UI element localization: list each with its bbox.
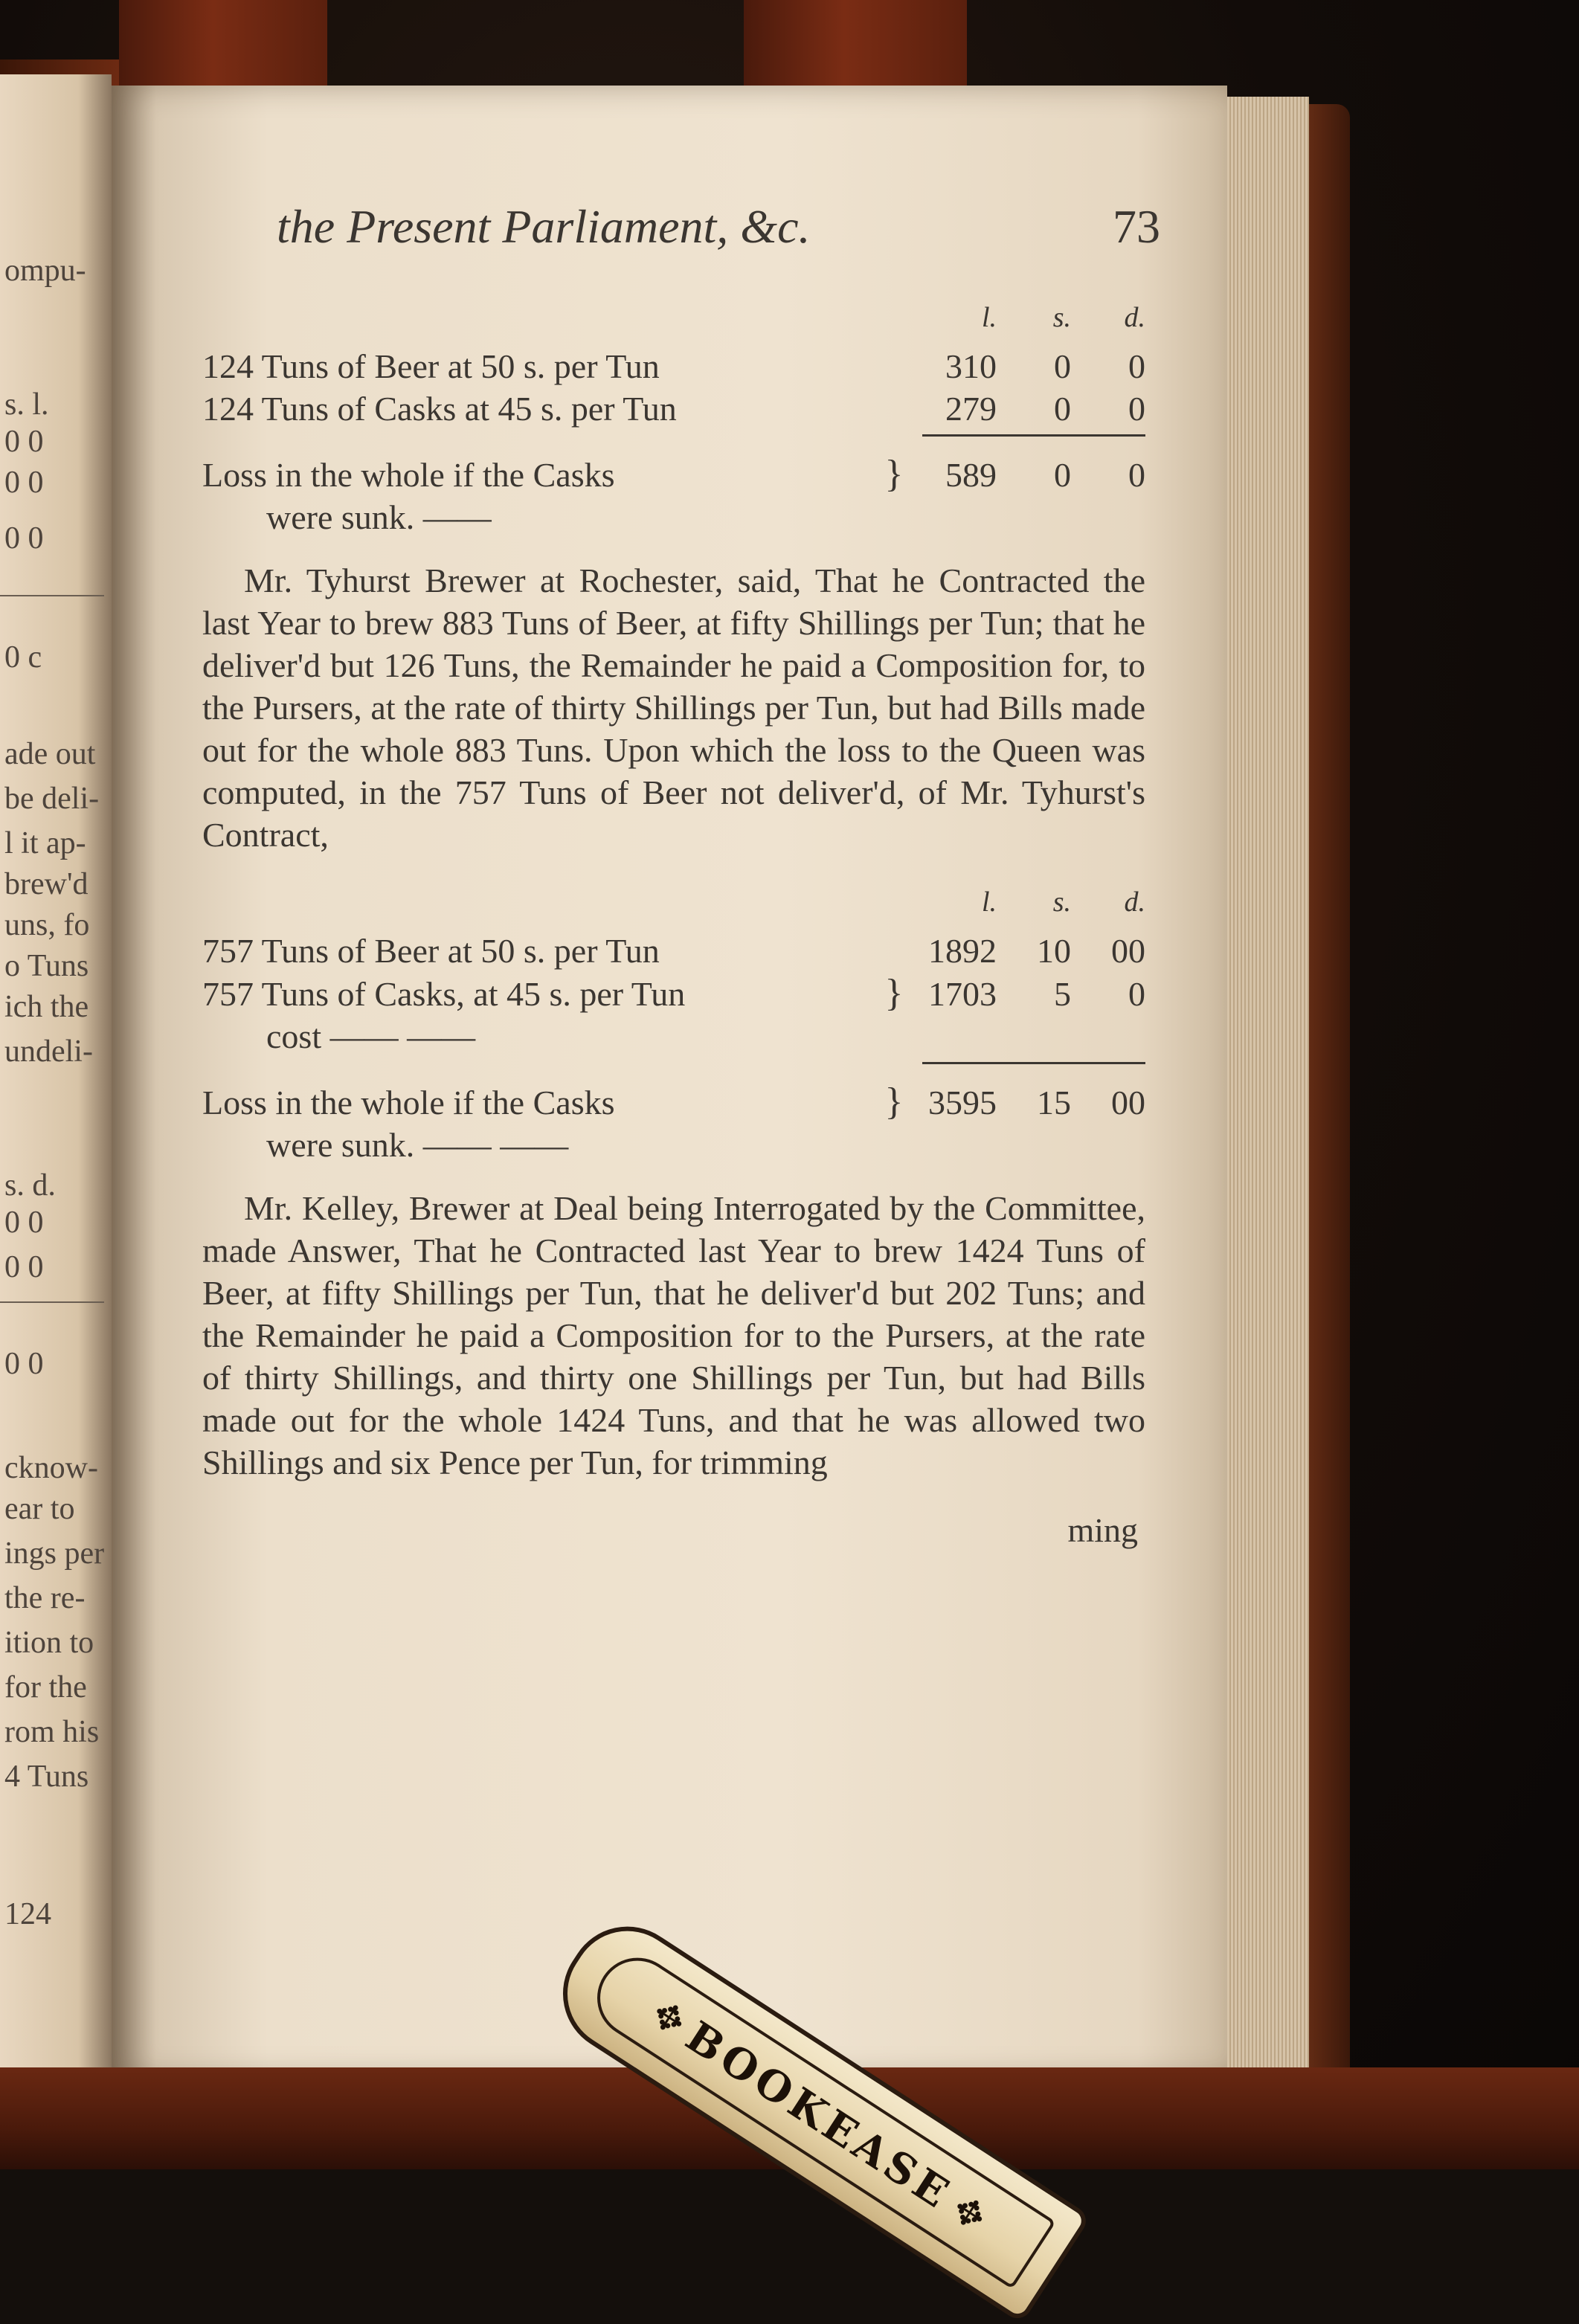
- account-row: [202, 972, 1145, 1058]
- bookmark-label: BOOKEASE: [677, 2012, 961, 2220]
- account-total-pounds: 589: [945, 456, 997, 494]
- account-row: [202, 930, 1145, 972]
- account-total-row: [202, 1081, 1145, 1166]
- left-page-fragment: undeli-: [4, 1034, 93, 1069]
- ornament-icon: ✥: [643, 1992, 694, 2045]
- account-row-desc: 124 Tuns of Casks at 45 s. per Tun: [202, 390, 677, 428]
- account-row-pounds: 279: [945, 390, 997, 428]
- left-page-fragment: 0 0: [4, 521, 44, 556]
- left-page-fragment: for the: [4, 1670, 87, 1705]
- account-total-desc-line2: were sunk. —— ——: [266, 1126, 569, 1164]
- left-page-fragment: 0 0: [4, 1250, 44, 1284]
- account-row-pounds: 1892: [928, 932, 997, 970]
- left-page-fragment: brew'd: [4, 867, 89, 901]
- left-page-fragment: 0 0: [4, 466, 44, 500]
- account-row-shillings: 0: [1054, 347, 1071, 385]
- left-page-fragment: ear to: [4, 1492, 75, 1526]
- account-row: [202, 387, 1145, 430]
- left-page-fragment: 0 0: [4, 425, 44, 459]
- account-row-pence: 0: [1128, 390, 1145, 428]
- paragraph-kelley: Mr. Kelley, Brewer at Deal being Interrogated by the Committee, made Answer, That he Contracted last Year to brew 1424 Tuns of Beer, at fifty Shillings per Tun, that he deliver'd but 202 Tuns; and the Remainder he paid a Composition for to the Pursers, at the rate of thirty Shillings, and thirty one Shillings per Tun, but had Bills made out for the whole 1424 Tuns, and that he was allowed two Shillings and six Pence per Tun, for trimming: [202, 1189, 1145, 1481]
- col-pence-header: d.: [1124, 302, 1145, 333]
- currency-header: [202, 881, 1145, 924]
- catchword: ming: [1067, 1511, 1138, 1549]
- left-page-fragment: uns, fo: [4, 908, 90, 942]
- account-row-shillings: 0: [1054, 390, 1071, 428]
- account-row-desc-line1: 757 Tuns of Casks, at 45 s. per Tun: [202, 975, 686, 1013]
- col-pounds-header: l.: [981, 302, 997, 333]
- account-row-pence: 00: [1111, 932, 1145, 970]
- paragraph-tyhurst: Mr. Tyhurst Brewer at Rochester, said, That he Contracted the last Year to brew 883 Tuns of Beer, at fifty Shillings per Tun; that he deliver'd but 126 Tuns, the Remainder he paid a Composition for, to the Pursers, at the rate of thirty Shillings per Tun, but had Bills made out for the whole 883 Tuns. Upon which the loss to the Queen was computed, in the 757 Tuns of Beer not deliver'd, of Mr. Tyhurst's Contract,: [202, 561, 1145, 854]
- account-total-desc-line1: Loss in the whole if the Casks: [202, 456, 615, 494]
- account-total-desc: [202, 454, 881, 538]
- left-page-fragment: ompu-: [4, 254, 86, 288]
- left-page-fragment: o Tuns: [4, 949, 89, 983]
- left-page-fragment: 4 Tuns: [4, 1760, 89, 1794]
- running-head-title: the Present Parliament, &c.: [277, 200, 811, 253]
- account-row-shillings: 10: [1037, 932, 1071, 970]
- account-row-shillings: 5: [1054, 975, 1071, 1013]
- left-page-rule: [0, 595, 104, 596]
- account-total-desc-line2: were sunk. ——: [266, 498, 492, 536]
- left-page: [0, 74, 112, 2097]
- account-total-shillings: 0: [1054, 456, 1071, 494]
- account-row-pence: 0: [1128, 347, 1145, 385]
- col-shillings-header: s.: [1052, 302, 1071, 333]
- running-head: [277, 197, 1160, 257]
- left-page-fragment: 0 0: [4, 1347, 44, 1381]
- currency-header: [202, 297, 1145, 339]
- left-page-fragment: ition to: [4, 1626, 94, 1660]
- account-row-pounds: 1703: [928, 975, 997, 1013]
- account-total-row: [202, 453, 1145, 538]
- left-page-fragment: 0 c: [4, 640, 42, 675]
- account-total-pence: 00: [1111, 1084, 1145, 1121]
- account-table-2: [202, 881, 1145, 1166]
- brace-glyph: }: [884, 1081, 904, 1123]
- left-page-fragment: s. d.: [4, 1168, 56, 1203]
- left-page-fragment: 0 0: [4, 1206, 44, 1240]
- account-row-desc: 124 Tuns of Beer at 50 s. per Tun: [202, 347, 660, 385]
- account-total-desc-line1: Loss in the whole if the Casks: [202, 1084, 615, 1121]
- sum-rule: [202, 1062, 1145, 1064]
- page-number: 73: [1113, 200, 1160, 253]
- account-row-desc: [202, 973, 881, 1058]
- account-row-desc: 757 Tuns of Beer at 50 s. per Tun: [202, 932, 660, 970]
- account-row-desc-line2: cost —— ——: [266, 1017, 476, 1055]
- left-page-fragment: ings per: [4, 1536, 105, 1571]
- sum-rule: [202, 434, 1145, 437]
- brace-glyph: }: [884, 972, 904, 1014]
- left-page-rule: [0, 1301, 104, 1303]
- col-pounds-header: l.: [981, 886, 997, 918]
- page-block-edge: [1220, 97, 1309, 2067]
- account-total-desc: [202, 1081, 881, 1166]
- left-page-fragment: s. l.: [4, 387, 49, 422]
- account-total-pounds: 3595: [928, 1084, 997, 1121]
- account-row: [202, 345, 1145, 387]
- account-total-shillings: 15: [1037, 1084, 1071, 1121]
- left-page-number: 124: [4, 1897, 51, 1931]
- left-page-fragment: be deli-: [4, 782, 100, 816]
- account-table-1: [202, 297, 1145, 538]
- account-row-pence: 0: [1128, 975, 1145, 1013]
- account-row-pounds: 310: [945, 347, 997, 385]
- right-page: [112, 86, 1227, 2079]
- col-shillings-header: s.: [1052, 886, 1071, 918]
- ornament-icon: ✥: [944, 2186, 994, 2241]
- left-page-fragment: cknow-: [4, 1451, 98, 1485]
- left-page-fragment: the re-: [4, 1581, 86, 1615]
- left-page-fragment: l it ap-: [4, 826, 86, 860]
- left-page-fragment: ich the: [4, 990, 89, 1024]
- left-page-fragment: ade out: [4, 737, 96, 771]
- brace-glyph: }: [884, 453, 904, 495]
- account-total-pence: 0: [1128, 456, 1145, 494]
- left-page-fragment: rom his: [4, 1715, 100, 1749]
- col-pence-header: d.: [1124, 886, 1145, 918]
- page-text-block: [202, 197, 1160, 1551]
